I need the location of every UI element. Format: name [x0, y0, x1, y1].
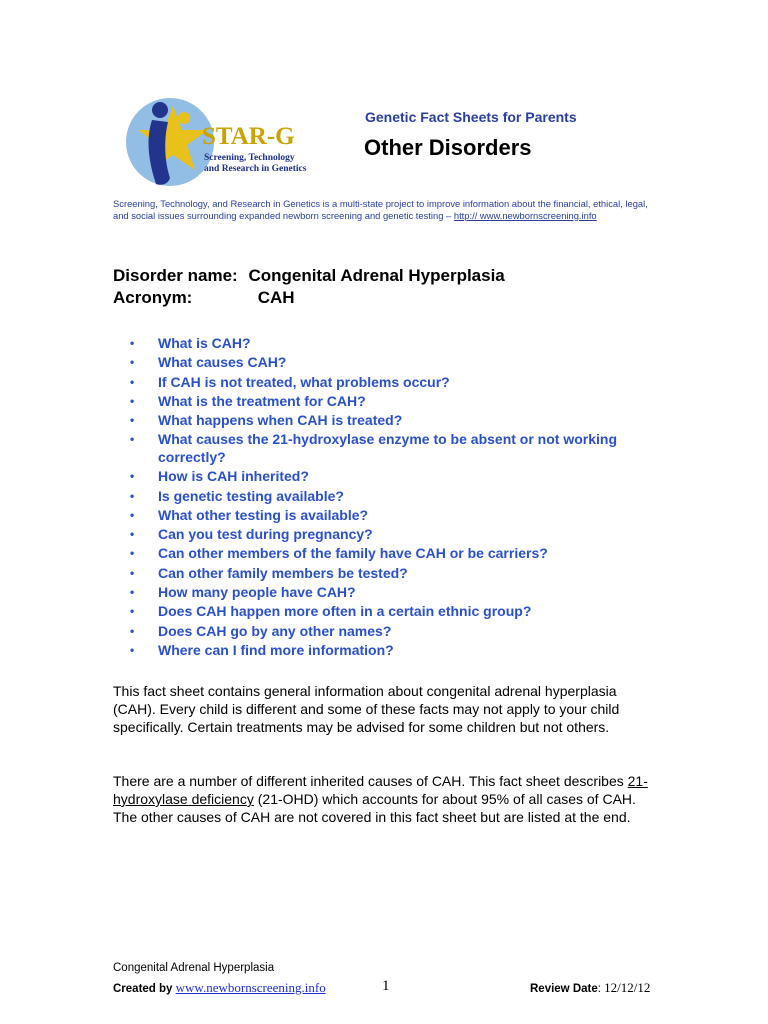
- bullet-icon: •: [130, 546, 135, 561]
- bullet-icon: •: [130, 507, 135, 522]
- bullet-icon: •: [130, 604, 135, 619]
- acronym-label: Acronym:: [113, 288, 193, 307]
- page-title: Other Disorders: [364, 135, 532, 160]
- question-item[interactable]: [130, 354, 670, 372]
- paragraph-2-before: There are a number of different inherited causes of CAH. This fact sheet describes: [113, 773, 628, 789]
- paragraph-2-underlined: 21-hydroxylase deficiency: [113, 773, 648, 807]
- bullet-icon: •: [130, 565, 135, 580]
- star-g-logo-graphic: [118, 88, 350, 200]
- question-item[interactable]: [130, 603, 670, 621]
- bullet-icon: •: [130, 623, 135, 638]
- question-text: Is genetic testing available?: [158, 487, 344, 504]
- bullet-icon: •: [130, 488, 135, 503]
- question-text: Does CAH go by any other names?: [158, 622, 392, 639]
- footer-doc-name: Congenital Adrenal Hyperplasia: [113, 962, 275, 974]
- question-item[interactable]: [130, 642, 670, 660]
- question-text: What is the treatment for CAH?: [158, 392, 366, 409]
- disorder-name-row: [113, 266, 505, 286]
- bullet-icon: •: [130, 527, 135, 542]
- question-text: How is CAH inherited?: [158, 468, 309, 485]
- intro-link[interactable]: http:// www.newbornscreening.info: [453, 209, 597, 221]
- acronym-value: CAH: [257, 288, 295, 307]
- question-list: [130, 335, 670, 661]
- bullet-icon: •: [130, 469, 135, 484]
- page-number: 1: [382, 978, 390, 994]
- series-title: Genetic Fact Sheets for Parents: [365, 109, 577, 125]
- disorder-name-value: Congenital Adrenal Hyperplasia: [248, 266, 505, 285]
- question-text: Does CAH happen more often in a certain ethnic group?: [158, 603, 532, 620]
- question-item[interactable]: [130, 584, 670, 602]
- review-date: 12/12/12: [604, 980, 651, 995]
- question-text: How many people have CAH?: [158, 584, 356, 601]
- logo-title: STAR-G: [202, 123, 295, 150]
- question-text: What happens when CAH is treated?: [158, 412, 403, 429]
- question-item[interactable]: [130, 412, 670, 430]
- question-text: What other testing is available?: [158, 506, 369, 523]
- question-item[interactable]: [130, 335, 670, 353]
- bullet-icon: •: [130, 355, 135, 370]
- question-item[interactable]: [130, 468, 670, 486]
- bullet-icon: •: [130, 393, 135, 408]
- footer-review: Review Date: 12/12/12: [530, 980, 651, 995]
- question-text: If CAH is not treated, what problems occur?: [158, 373, 450, 390]
- question-item[interactable]: [130, 526, 670, 544]
- intro-body: Screening, Technology, and Research in Genetics is a multi-state project to improve information about the financial, ethical, legal, and social issues surrounding expanded newborn screening and genetic testing –: [113, 198, 648, 221]
- question-text: Can other family members be tested?: [158, 564, 408, 581]
- paragraph-2-after: (21-OHD) which accounts for about 95% of all cases of CAH. The other causes of CAH are not covered in this fact sheet but are listed at the end.: [113, 791, 636, 825]
- paragraph-1: This fact sheet contains general information about congenital adrenal hyperplasia (CAH). Every child is different and some of these facts may not apply to your child specifically. Certain treatments may be advised for some children but not others.: [113, 683, 620, 735]
- question-item[interactable]: [130, 488, 670, 506]
- acronym-row: [113, 288, 295, 308]
- question-text: Can other members of the family have CAH or be carriers?: [158, 545, 548, 562]
- question-text: What causes CAH?: [158, 354, 287, 371]
- question-text: Can you test during pregnancy?: [158, 526, 373, 543]
- footer-created-label: Created by: [113, 983, 173, 995]
- question-item[interactable]: [130, 431, 670, 466]
- question-item[interactable]: [130, 565, 670, 583]
- question-text: Where can I find more information?: [158, 641, 394, 658]
- intro-text: [113, 198, 663, 221]
- paragraph-2: [113, 772, 658, 826]
- question-item[interactable]: [130, 393, 670, 411]
- bullet-icon: •: [130, 336, 135, 350]
- bullet-icon: •: [130, 432, 135, 447]
- bullet-icon: •: [130, 585, 135, 600]
- star-g-logo: [118, 88, 350, 200]
- logo-subtitle-1: Screening, Technology: [204, 153, 295, 163]
- question-text: What is CAH?: [158, 335, 251, 351]
- disorder-name-label: Disorder name:: [113, 266, 238, 285]
- footer-created: [113, 980, 326, 996]
- footer-created-link[interactable]: www.newbornscreening.info: [175, 980, 326, 995]
- question-item[interactable]: [130, 623, 670, 641]
- question-item[interactable]: [130, 374, 670, 392]
- question-item[interactable]: [130, 507, 670, 525]
- bullet-icon: •: [130, 642, 135, 657]
- logo-subtitle-2: and Research in Genetics: [204, 164, 307, 174]
- question-item[interactable]: [130, 545, 670, 563]
- bullet-icon: •: [130, 413, 135, 428]
- review-label: Review Date: [530, 983, 598, 995]
- question-text: What causes the 21-hydroxylase enzyme to be absent or not working correctly?: [158, 431, 618, 465]
- bullet-icon: •: [130, 374, 135, 389]
